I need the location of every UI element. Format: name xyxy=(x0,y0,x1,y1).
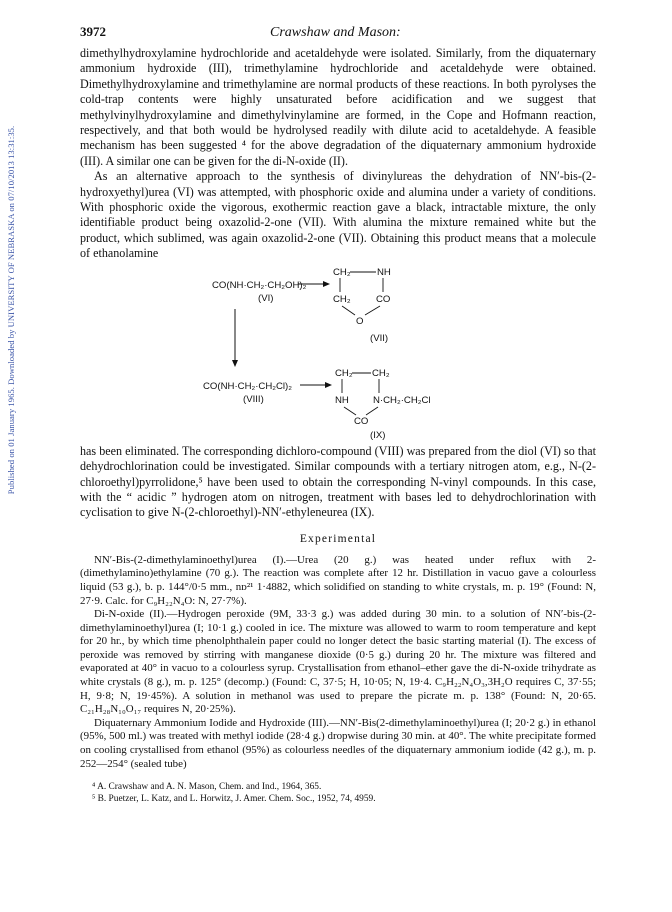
urea-ch2-left: CH₂ xyxy=(335,367,353,379)
scheme-drawing xyxy=(80,266,596,440)
ox-bond-o-right xyxy=(365,306,380,315)
arrowhead-3 xyxy=(325,382,332,388)
ox-ch2-top: CH₂ xyxy=(333,266,351,278)
ox-bond-o-left xyxy=(342,306,355,315)
urea-ch2-right: CH₂ xyxy=(372,367,390,379)
ox-o: O xyxy=(356,315,364,327)
reaction-scheme xyxy=(80,266,596,440)
urea-bond-co-right xyxy=(366,407,378,415)
download-note: Published on 01 January 1965. Downloaded by UNIVERSITY OF NEBRASKA on 07/10/2013 13:31:35. xyxy=(6,125,16,495)
experimental-paragraph-1: NN′-Bis-(2-dimethylaminoethyl)urea (I).—Urea (20 g.) was heated under reflux with 2-(dimethylamino)ethylamine (70 g.). The reaction was complete after 12 hr. Distillation in vacuo gave a colourless liquid (53 g.), b. p. 144°/0·5 mm., nᴅ²¹ 1·4882, which solidified on standing to white crystals, m. p. 19° (Found: N, 27·9. Calc. for C₉H₂₂N₄O: N, 27·7%). xyxy=(80,553,596,607)
body-paragraph-1: dimethylhydroxylamine hydrochloride and acetaldehyde were isolated. Similarly, from the diquaternary ammonium hydroxide (III), trimethylamine hydrochloride and acetaldehyde were obtained. Dimethylhydroxylamine and trimethylamine are normal products of these reactions. In both pyrolyses the cold-trap contents were highly unsaturated before acidification and we suggest that methylvinylhydroxylamine and dimethylvinylamine are formed, in the Cope and Hofmann reaction, respectively, and that both would be hydrolysed readily with dilute acid to acetaldehyde. A feasible mechanism has been suggested ⁴ for the above degradation of the diquaternary ammonium hydroxide (III). A similar one can be given for the di-N-oxide (II). xyxy=(80,46,596,168)
urea-bond-co-left xyxy=(344,407,356,415)
ox-nh: NH xyxy=(377,266,391,278)
page-number: 3972 xyxy=(80,24,106,39)
urea-n-substituent: N·CH₂·CH₂Cl xyxy=(373,394,431,406)
page-header xyxy=(80,24,596,46)
urea-label: (IX) xyxy=(370,429,386,440)
body-paragraph-3: has been eliminated. The corresponding dichloro-compound (VIII) was prepared from the diol (VI) so that dehydrochlorination could be investigated. Similar compounds with a tertiary nitrogen atom, e.g., N-(2-chloroethyl)pyrrolidone,⁵ have been used to obtain the corresponding N-vinyl compounds. In this case, with the “ acidic ” hydrogen atom on nitrogen, treatment with bases led to dehydrochlorination with cyclisation to give N-(2-chloroethyl)-NN′-ethyleneurea (IX). xyxy=(80,443,596,520)
journal-page xyxy=(80,24,596,805)
running-title: Crawshaw and Mason: xyxy=(270,25,401,40)
arrowhead-1 xyxy=(323,281,330,287)
urea-nh: NH xyxy=(335,394,349,406)
footnotes xyxy=(80,781,596,805)
oxazolidone-label: (VII) xyxy=(370,332,389,344)
dichloro-formula: CO(NH·CH₂·CH₂Cl)₂ xyxy=(203,380,292,392)
experimental-paragraph-3: Diquaternary Ammonium Iodide and Hydroxide (III).—NN′-Bis(2-dimethylaminoethyl)urea (I; 20·2 g.) in ethanol (95%, 500 ml.) was treated with methyl iodide (28·4 g.) dropwise during 30 min. at 40°. The white precipitate formed on cooling crystallised from ethanol (95%) as colourless needles of the diquaternary ammonium iodide (42 g.), m. p. 252—254° (sealed tube) xyxy=(80,716,596,770)
urea-co: CO xyxy=(354,415,369,427)
experimental-section xyxy=(80,554,596,772)
ox-co: CO xyxy=(376,293,391,305)
footnote-5: ⁵ B. Puetzer, L. Katz, and L. Horwitz, J. Amer. Chem. Soc., 1952, 74, 4959. xyxy=(92,794,376,805)
experimental-paragraph-2: Di-N-oxide (II).—Hydrogen peroxide (9M, 33·3 g.) was added during 30 min. to a solution of NN′-bis-(2-dimethylaminoethyl)urea (I; 10·1 g.) cooled in ice. The mixture was allowed to warm to room temperature and kept for 20 hr., by which time phenolphthalein paper could no longer detect the basic starting material (I). The excess of peroxide was removed by stirring with manganese dioxide (0·5 g.) during 20 hr. The mixture was filtered and evaporated at 40° in vacuo to a colourless syrup. Crystallisation from ethanol–ether gave the di-N-oxide trihydrate as white crystals (8 g.), m. p. 125° (decomp.) (Found: C, 37·5; H, 10·05; N, 19·4. C₉H₂₂N₄O₃,3H₂O requires C, 37·55; H, 9·8; N, 19·45%). A solution in methanol was used to prepare the picrate m. p. 138° (Found: N, 20·65. C₂₁H₂₈N₁₀O₁₇ requires N, 20·25%). xyxy=(80,608,596,716)
section-heading: Experimental xyxy=(299,532,377,545)
diol-formula: CO(NH·CH₂·CH₂OH)₂ xyxy=(212,279,307,291)
body-paragraph-2: As an alternative approach to the synthesis of divinylureas the dehydration of NN′-bis-(2-hydroxyethyl)urea (VI) was attempted, with phosphoric oxide and alumina under a variety of conditions. With phosphoric oxide the vigorous, exothermic reaction gave a black, intractable mixture, the only identifiable product being oxazolid-2-one (VII). With alumina the mixture remained white but the product, which sublimed, was again oxazolid-2-one (VII). Obtaining this product means that a molecule of ethanolamine xyxy=(80,169,596,261)
arrowhead-2 xyxy=(232,360,238,367)
footnote-4: ⁴ A. Crawshaw and A. N. Mason, Chem. and Ind., 1964, 365. xyxy=(92,782,322,793)
diol-label: (VI) xyxy=(258,292,274,304)
download-watermark xyxy=(0,90,22,530)
ox-ch2-left: CH₂ xyxy=(333,293,351,305)
dichloro-label: (VIII) xyxy=(243,393,264,405)
